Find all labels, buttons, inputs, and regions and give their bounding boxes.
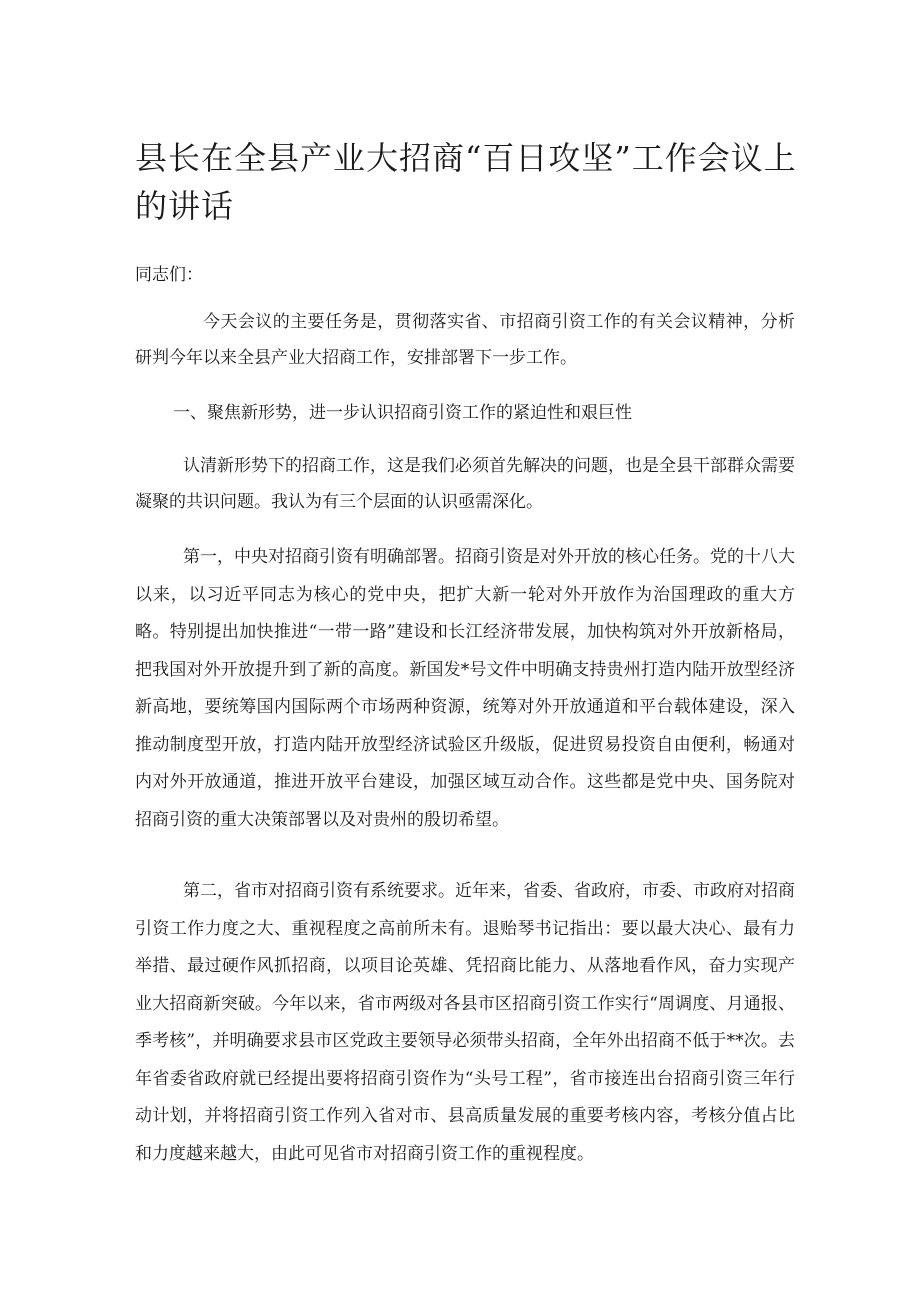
- paragraph-consensus: 认清新形势下的招商工作，这是我们必须首先解决的问题，也是全县干部群众需要凝聚的共识问题。我认为有三个层面的认识亟需深化。: [135, 456, 795, 512]
- paragraph-intro: 今天会议的主要任务是，贯彻落实省、市招商引资工作的有关会议精神，分析研判今年以来全县产业大招商工作，安排部署下一步工作。: [135, 312, 795, 368]
- paragraph-first-point: 第一，中央对招商引资有明确部署。招商引资是对外开放的核心任务。党的十八大以来，以习近平同志为核心的党中央，把扩大新一轮对外开放作为治国理政的重大方略。特别提出加快推进“一带一路”建设和长江经济带发展，加快构筑对外开放新格局，把我国对外开放提升到了新的高度。新国发*号文件中明确支持贵州打造内陆开放型经济新高地，要统筹国内国际两个市场两种资源，统筹对外开放通道和平台载体建设，深入推动制度型开放，打造内陆开放型经济试验区升级版，促进贸易投资自由便利，畅通对内对外开放通道，推进开放平台建设，加强区域互动合作。这些都是党中央、国务院对招商引资的重大决策部署以及对贵州的殷切希望。: [135, 547, 795, 830]
- section-heading-1: 一、聚焦新形势，进一步认识招商引资工作的紧迫性和艰巨性: [173, 403, 632, 423]
- salutation: 同志们：: [135, 265, 203, 285]
- document-title: 县长在全县产业大招商“百日攻坚”工作会议上的讲话: [135, 139, 797, 225]
- paragraph-second-point: 第二，省市对招商引资有系统要求。近年来，省委、省政府，市委、市政府对招商引资工作力度之大、重视程度之高前所未有。退贻琴书记指出：要以最大决心、最有力举措、最过硬作风抓招商，以项目论英雄、凭招商比能力、从落地看作风，奋力实现产业大招商新突破。今年以来，省市两级对各县市区招商引资工作实行“周调度、月通报、季考核”，并明确要求县市区党政主要领导必须带头招商，全年外出招商不低于**次。去年省委省政府就已经提出要将招商引资作为“头号工程”，省市接连出台招商引资三年行动计划，并将招商引资工作列入省对市、县高质量发展的重要考核内容，考核分值占比和力度越来越大，由此可见省市对招商引资工作的重视程度。: [135, 881, 795, 1164]
